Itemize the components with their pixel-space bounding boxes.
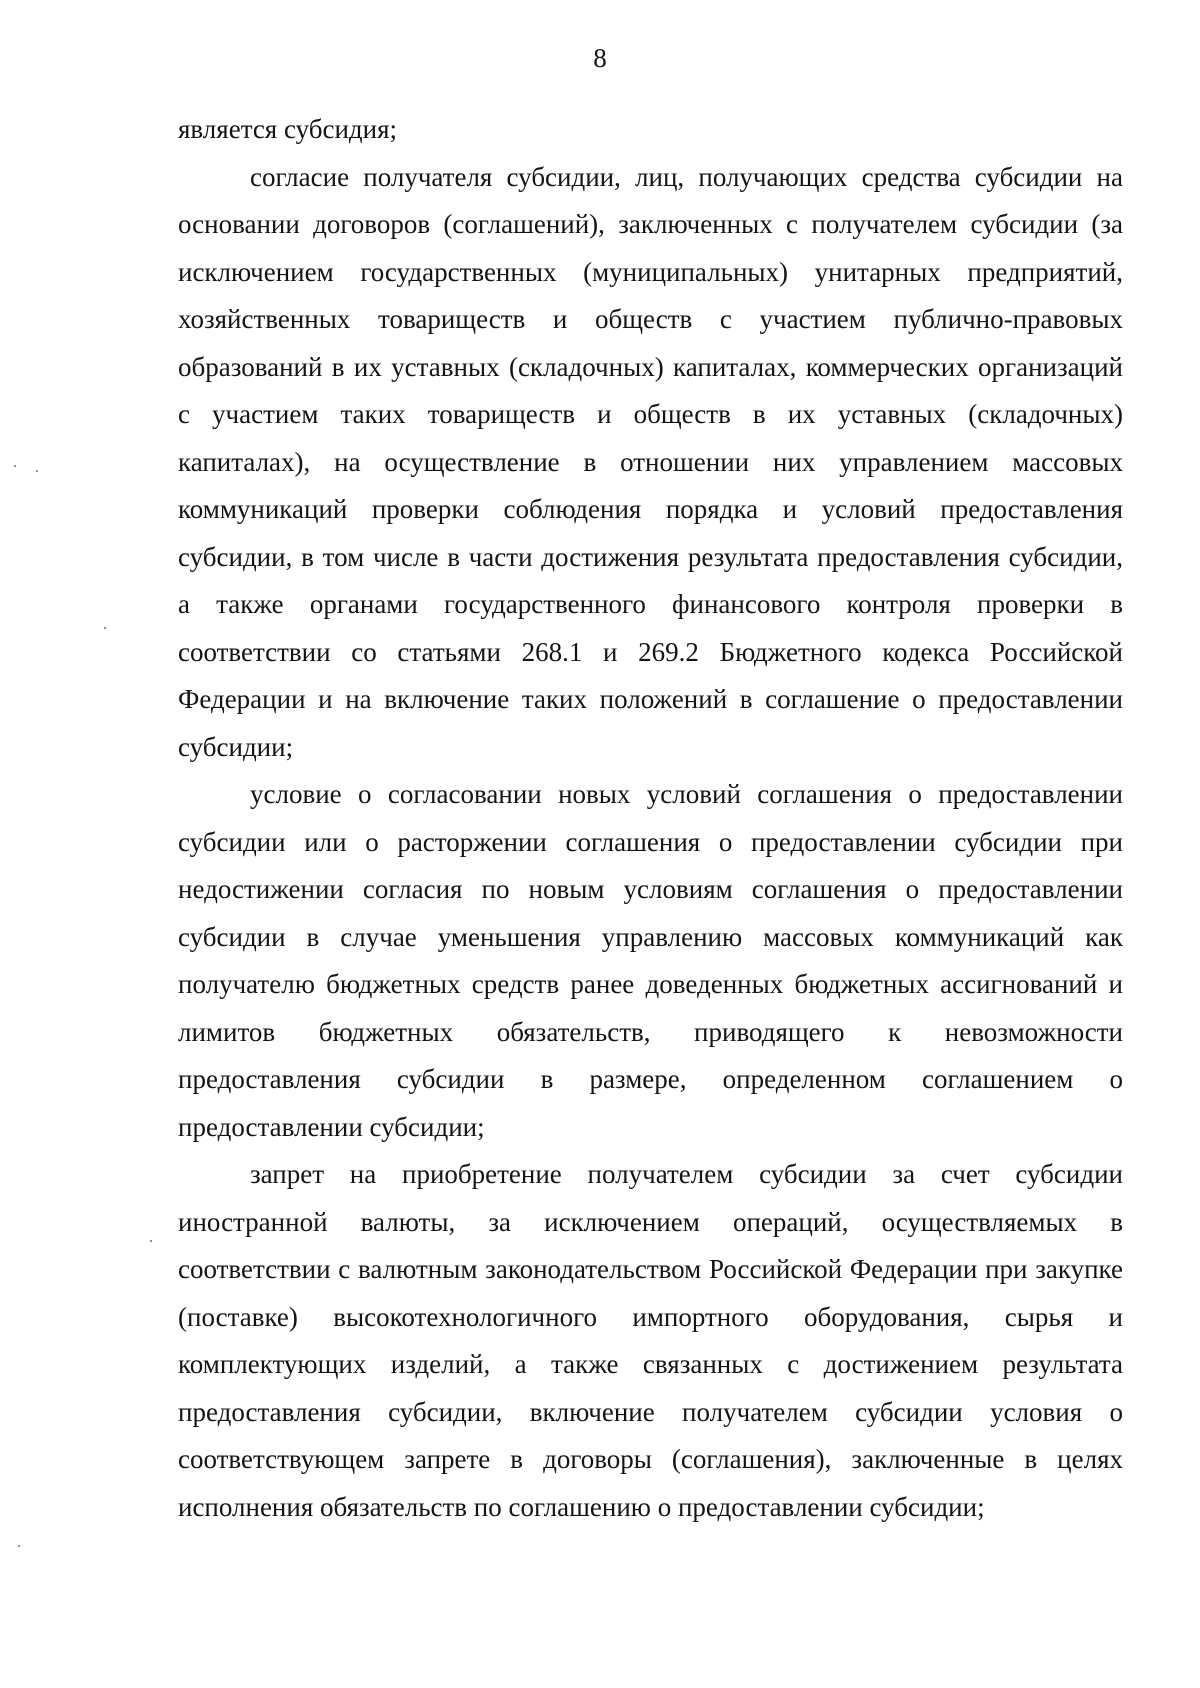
page-number: 8 <box>593 43 607 73</box>
paragraph-continuation: является субсидия; <box>178 114 398 144</box>
paragraph-consent: согласие получателя субсидии, лиц, получающих средства субсидии на основании договоров (соглашений), заключенных с получателем субсидии (за исключением государственных (муниципальных) унитарных предприятий, хозяйственных товариществ и обществ с участием публично-правовых образований в их уставных (складочных) капиталах, коммерческих организаций с участием таких товариществ и обществ в их уставных (складочных) капиталах), на осуществление в отношении них управлением массовых коммуникаций проверки соблюдения порядка и условий предоставления субсидии, в том числе в части достижения результата предоставления субсидии, а также органами государственного финансового контроля проверки в соответствии со статьями 268.1 и 269.2 Бюджетного кодекса Российской Федерации и на включение таких положений в соглашение о предоставлении субсидии; <box>178 161 1123 762</box>
paragraph-agreement-conditions: условие о согласовании новых условий соглашения о предоставлении субсидии или о расторжении соглашения о предоставлении субсидии при недостижении согласия по новым условиям соглашения о предоставлении субсидии в случае уменьшения управлению массовых коммуникаций как получателю бюджетных средств ранее доведенных бюджетных ассигнований и лимитов бюджетных обязательств, приводящего к невозможности предоставления субсидии в размере, определенном соглашением о предоставлении субсидии; <box>178 779 1123 1142</box>
scan-speck <box>104 627 106 629</box>
scan-speck <box>18 1545 20 1547</box>
scan-speck <box>36 470 38 472</box>
paragraph-currency-prohibition: запрет на приобретение получателем субсидии за счет субсидии иностранной валюты, за исключением операций, осуществляемых в соответствии с валютным законодательством Российской Федерации при закупке (поставке) высокотехнологичного импортного оборудования, сырья и комплектующих изделий, а также связанных с достижением результата предоставления субсидии, включение получателем субсидии условия о соответствующем запрете в договоры (соглашения), заключенные в целях исполнения обязательств по соглашению о предоставлении субсидии; <box>178 1159 1123 1522</box>
document-body <box>178 106 1123 1531</box>
scan-speck <box>14 465 16 467</box>
scan-speck <box>150 1240 152 1242</box>
